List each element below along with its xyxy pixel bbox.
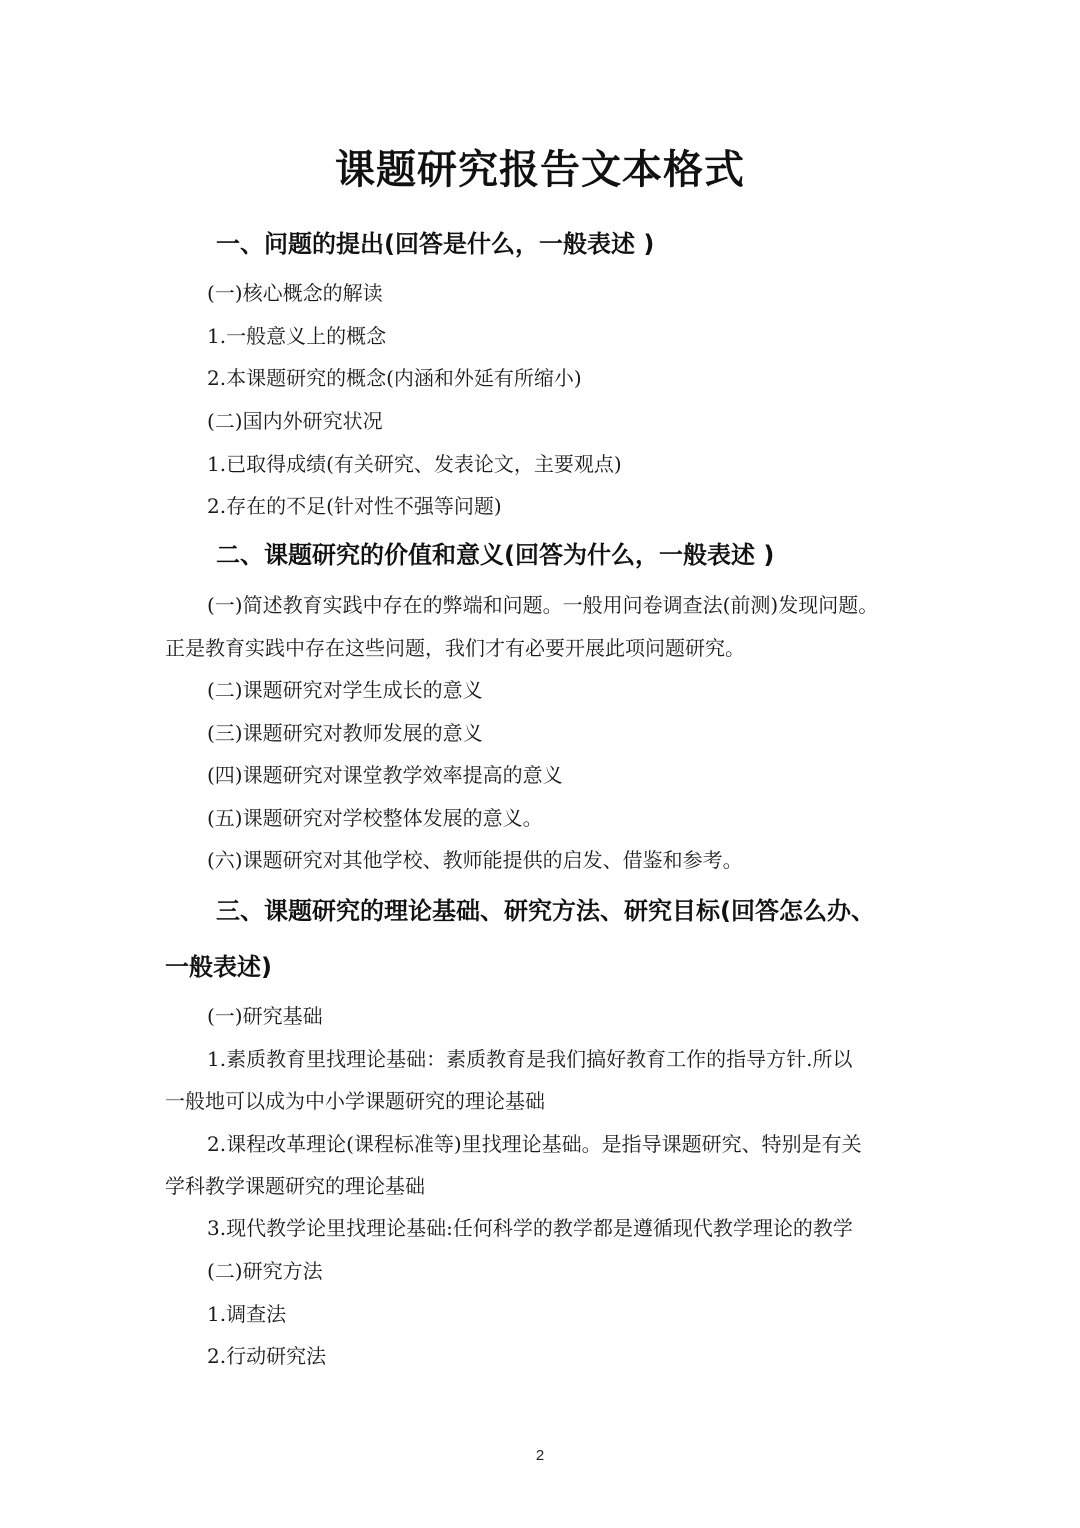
paragraph-line: (一)核心概念的解读 xyxy=(207,281,383,305)
paragraph-line: 2.行动研究法 xyxy=(207,1344,327,1368)
paragraph-line: 一般地可以成为中小学课题研究的理论基础 xyxy=(165,1089,545,1113)
page-number: 2 xyxy=(535,1447,545,1464)
paragraph-line: (五)课题研究对学校整体发展的意义。 xyxy=(207,806,543,830)
paragraph-line: 2.本课题研究的概念(内涵和外延有所缩小) xyxy=(207,366,582,390)
page-title: 课题研究报告文本格式 xyxy=(335,146,745,193)
paragraph-line: 正是教育实践中存在这些问题，我们才有必要开展此项问题研究。 xyxy=(165,636,745,660)
paragraph-line: 3.现代教学论里找理论基础:任何科学的教学都是遵循现代教学理论的教学 xyxy=(207,1216,853,1240)
paragraph-line: 1.已取得成绩(有关研究、发表论文，主要观点) xyxy=(207,452,622,476)
section-heading-3-continued: 一般表述) xyxy=(165,953,272,981)
paragraph-line: 1.调查法 xyxy=(207,1302,287,1326)
paragraph-line: (三)课题研究对教师发展的意义 xyxy=(207,721,483,745)
paragraph-line: (四)课题研究对课堂教学效率提高的意义 xyxy=(207,763,563,787)
paragraph-line: 学科教学课题研究的理论基础 xyxy=(165,1174,425,1198)
paragraph-line: 1.一般意义上的概念 xyxy=(207,324,387,348)
paragraph-line: 2.课程改革理论(课程标准等)里找理论基础。是指导课题研究、特别是有关 xyxy=(207,1132,862,1156)
paragraph-line: 2.存在的不足(针对性不强等问题) xyxy=(207,494,502,518)
section-heading-1: 一、问题的提出(回答是什么，一般表述 ) xyxy=(216,230,655,258)
paragraph-line: (六)课题研究对其他学校、教师能提供的启发、借鉴和参考。 xyxy=(207,848,743,872)
paragraph-line: (二)课题研究对学生成长的意义 xyxy=(207,678,483,702)
section-heading-3: 三、课题研究的理论基础、研究方法、研究目标(回答怎么办、 xyxy=(216,897,875,925)
paragraph-line: (二)研究方法 xyxy=(207,1259,323,1283)
paragraph-line: (二)国内外研究状况 xyxy=(207,409,383,433)
paragraph-line: 1.素质教育里找理论基础：素质教育是我们搞好教育工作的指导方针.所以 xyxy=(207,1047,853,1071)
paragraph-line: (一)简述教育实践中存在的弊端和问题。一般用问卷调查法(前测)发现问题。 xyxy=(207,593,879,617)
paragraph-line: (一)研究基础 xyxy=(207,1004,323,1028)
section-heading-2: 二、课题研究的价值和意义(回答为什么，一般表述 ) xyxy=(216,541,775,569)
